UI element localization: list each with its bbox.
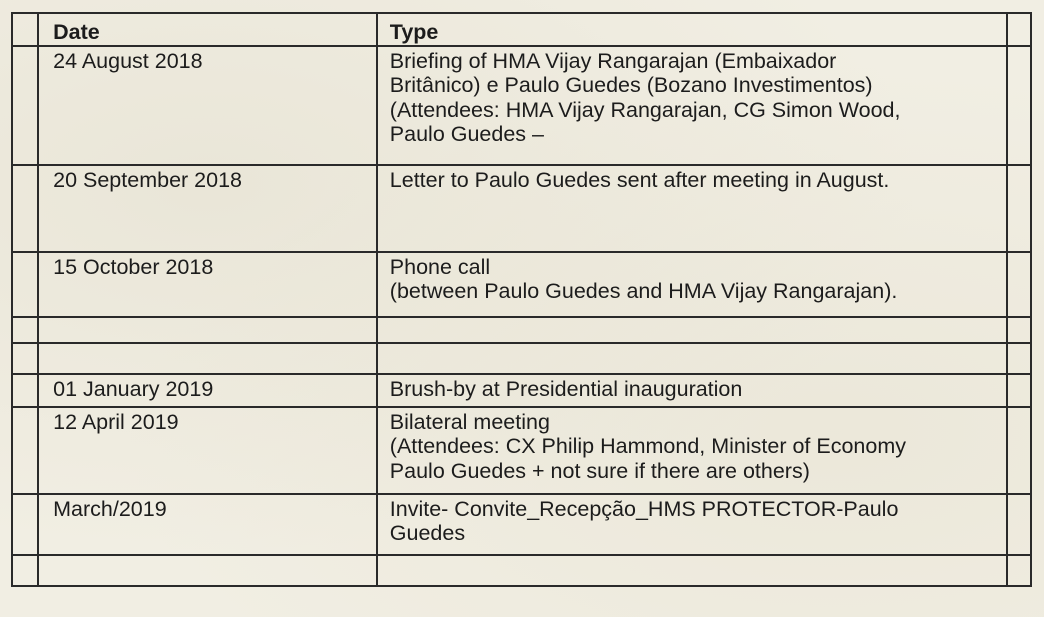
table-row bbox=[12, 343, 1031, 374]
type-line: Brush-by at Presidential inauguration bbox=[389, 376, 743, 401]
date-cell: 15 October 2018 bbox=[38, 252, 377, 317]
meetings-table bbox=[11, 12, 1032, 587]
blank-cell bbox=[1007, 494, 1031, 555]
blank-cell bbox=[12, 317, 38, 343]
blank-cell bbox=[12, 494, 38, 555]
table-row bbox=[12, 252, 1031, 317]
blank-cell bbox=[12, 343, 38, 374]
table-row bbox=[12, 317, 1031, 343]
date-cell: 20 September 2018 bbox=[38, 165, 377, 252]
blank-cell bbox=[12, 46, 38, 165]
table-row bbox=[12, 165, 1031, 252]
type-line: Paulo Guedes + not sure if there are others) bbox=[389, 458, 810, 483]
blank-cell bbox=[12, 252, 38, 317]
date-cell: March/2019 bbox=[38, 494, 377, 555]
type-line: (Attendees: CX Philip Hammond, Minister of Economy bbox=[389, 434, 906, 458]
blank-cell bbox=[1007, 317, 1031, 343]
blank-cell bbox=[12, 13, 38, 46]
type-cell bbox=[377, 317, 1007, 343]
blank-cell bbox=[1007, 13, 1031, 46]
type-line: (Attendees: HMA Vijay Rangarajan, CG Simon Wood, bbox=[389, 97, 901, 122]
table-row bbox=[12, 374, 1031, 407]
type-cell bbox=[377, 252, 1007, 317]
blank-cell bbox=[1007, 46, 1031, 165]
type-cell bbox=[377, 407, 1007, 494]
blank-cell bbox=[1007, 252, 1031, 317]
type-line: Letter to Paulo Guedes sent after meeting in August. bbox=[389, 167, 890, 192]
date-cell bbox=[38, 555, 377, 586]
date-cell bbox=[38, 317, 377, 343]
date-cell bbox=[38, 343, 377, 374]
table-row bbox=[12, 494, 1031, 555]
date-cell: 12 April 2019 bbox=[38, 407, 377, 494]
blank-cell bbox=[1007, 407, 1031, 494]
type-cell bbox=[377, 494, 1007, 555]
type-line: (between Paulo Guedes and HMA Vijay Rangarajan). bbox=[389, 279, 898, 303]
type-line: Invite- Convite_Recepção_HMS PROTECTOR-Paulo bbox=[389, 496, 899, 521]
table-header-row bbox=[12, 13, 1031, 46]
blank-cell bbox=[1007, 555, 1031, 586]
type-line: Paulo Guedes – bbox=[389, 122, 544, 146]
type-cell bbox=[377, 555, 1007, 586]
table-row bbox=[12, 555, 1031, 586]
blank-cell bbox=[12, 407, 38, 494]
type-line: Britânico) e Paulo Guedes (Bozano Investimentos) bbox=[389, 73, 873, 97]
date-header: Date bbox=[38, 13, 377, 46]
blank-cell bbox=[1007, 343, 1031, 374]
type-line: Phone call bbox=[389, 254, 491, 279]
type-line: Bilateral meeting bbox=[389, 409, 550, 434]
type-header: Type bbox=[377, 13, 1007, 46]
date-cell: 24 August 2018 bbox=[38, 46, 377, 165]
type-cell bbox=[377, 343, 1007, 374]
blank-cell bbox=[1007, 374, 1031, 407]
type-cell bbox=[377, 374, 1007, 407]
blank-cell bbox=[12, 374, 38, 407]
table-row bbox=[12, 407, 1031, 494]
type-line: Guedes bbox=[389, 521, 466, 545]
type-line: Briefing of HMA Vijay Rangarajan (Embaixador bbox=[389, 48, 837, 73]
blank-cell bbox=[1007, 165, 1031, 252]
type-cell bbox=[377, 165, 1007, 252]
table-row bbox=[12, 46, 1031, 165]
type-cell bbox=[377, 46, 1007, 165]
blank-cell bbox=[12, 555, 38, 586]
date-cell: 01 January 2019 bbox=[38, 374, 377, 407]
blank-cell bbox=[12, 165, 38, 252]
